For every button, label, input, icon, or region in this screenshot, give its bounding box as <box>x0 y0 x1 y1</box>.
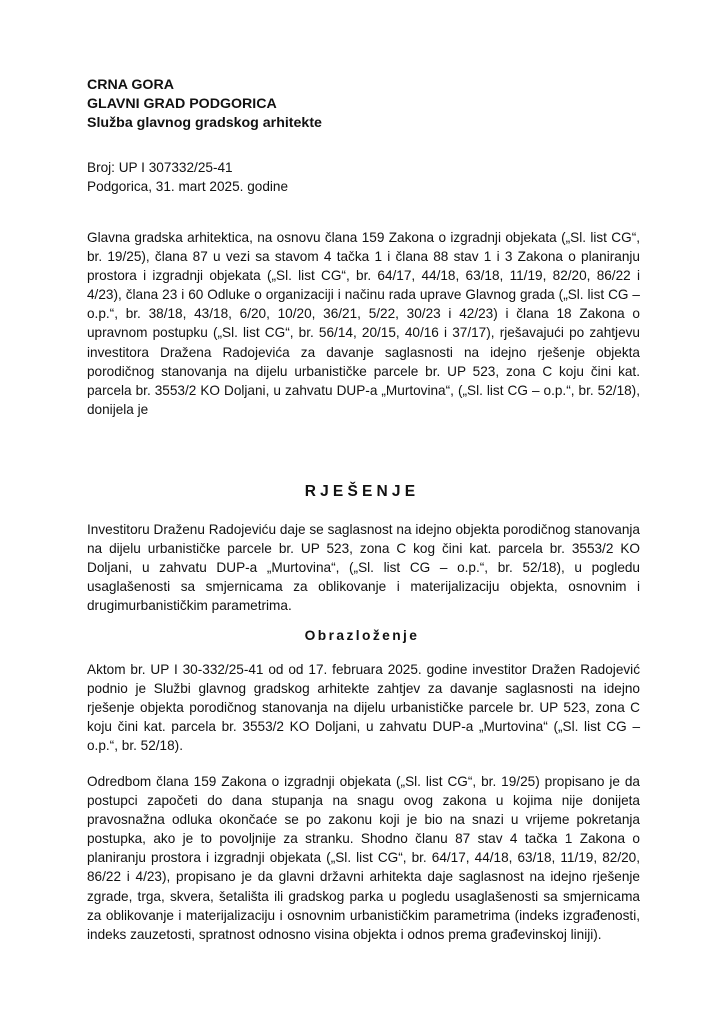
ruling-paragraph: Investitoru Draženu Radojeviću daje se saglasnost na idejno objekta porodičnog stanovanja na dijelu urbanističke parcele br. UP 523, zona C kog čini kat. parcela br. 3553/2 KO Doljani, u zahvatu DUP-a „Murtovina“, („Sl. list CG – o.p.“, br. 52/18), u pogledu usaglašenosti sa smjernicama za oblikovanje i materijalizaciju objekta, osnovnim i drugimurbanističkim parametrima. <box>87 522 640 614</box>
explanation-title: Obrazloženje <box>304 628 420 643</box>
ruling-title: RJEŠENJE <box>304 483 420 500</box>
intro-paragraph: Glavna gradska arhitektica, na osnovu člana 159 Zakona o izgradnji objekata („Sl. list CG“, br. 19/25), člana 87 u vezi sa stavom 4 tačka 1 i člana 88 stav 1 i 3 Zakona o planiranju prostora i izgradnji objekata („Sl. list CG“, br. 64/17, 44/18, 63/18, 11/19, 82/20, 86/22 i 4/23), člana 23 i 60 Odluke o organizaciji i načinu rada uprave Glavnog grada („Sl. list CG – o.p.“, br. 38/18, 43/18, 6/20, 10/20, 36/21, 5/22, 30/23 i 42/23) i člana 18 Zakona o upravnom postupku („Sl. list CG“, br. 56/14, 20/15, 40/16 i 37/17), rješavajući po zahtjevu investitora Dražena Radojevića za davanje saglasnosti na idejno rješenje objekta porodičnog stanovanja na dijelu urbanističke parcele br. UP 523, zona C koju čini kat. parcela br. 3553/2 KO Doljani, u zahvatu DUP-a „Murtovina“, („Sl. list CG – o.p.“, br. 52/18), donijela je <box>87 230 640 417</box>
city-name: GLAVNI GRAD PODGORICA <box>87 96 277 112</box>
explanation-paragraph-2: Odredbom člana 159 Zakona o izgradnji objekata („Sl. list CG“, br. 19/25) propisano je da postupci započeti do dana stupanja na snagu ovog zakona u kojima nije donijeta pravosnažna odluka okončaće se po zakonu koji je bio na snazi u vrijeme pokretanja postupka, ako je to povoljnije za stranku. Shodno članu 87 stav 4 tačka 1 Zakona o planiranju prostora i izgradnji objekata („Sl. list CG“, br. 64/17, 44/18, 63/18, 11/19, 82/20, 86/22 i 4/23), propisano je da glavni državni arhitekta daje saglasnost na idejno rješenje zgrade, trga, skvera, šetališta ili gradskog parka u pogledu usaglašenosti sa smjernicama za oblikovanje i materijalizaciju i osnovnim urbanističkim parametrima (indeks izgrađenosti, indeks zauzetosti, spratnost odnosno visina objekta i odnos prema građevinskoj liniji). <box>87 774 640 942</box>
service-name: Služba glavnog gradskog arhitekte <box>87 115 322 131</box>
letterhead <box>87 76 647 133</box>
document-meta <box>87 158 647 196</box>
reference-number: Broj: UP I 307332/25-41 <box>87 160 233 175</box>
country-name: CRNA GORA <box>87 77 174 93</box>
place-and-date: Podgorica, 31. mart 2025. godine <box>87 179 289 194</box>
explanation-paragraph-1: Aktom br. UP I 30-332/25-41 od od 17. februara 2025. godine investitor Dražen Radojević podnio je Službi glavnog gradskog arhitekte zahtjev za davanje saglasnosti na idejno rješenje objekta porodičnog stanovanja na dijelu urbanističke parcele br. UP 523, zona C koju čini kat. parcela br. 3553/2 KO Doljani, u zahvatu DUP-a „Murtovina“ („Sl. list CG – o.p.“, br. 52/18). <box>87 662 640 754</box>
